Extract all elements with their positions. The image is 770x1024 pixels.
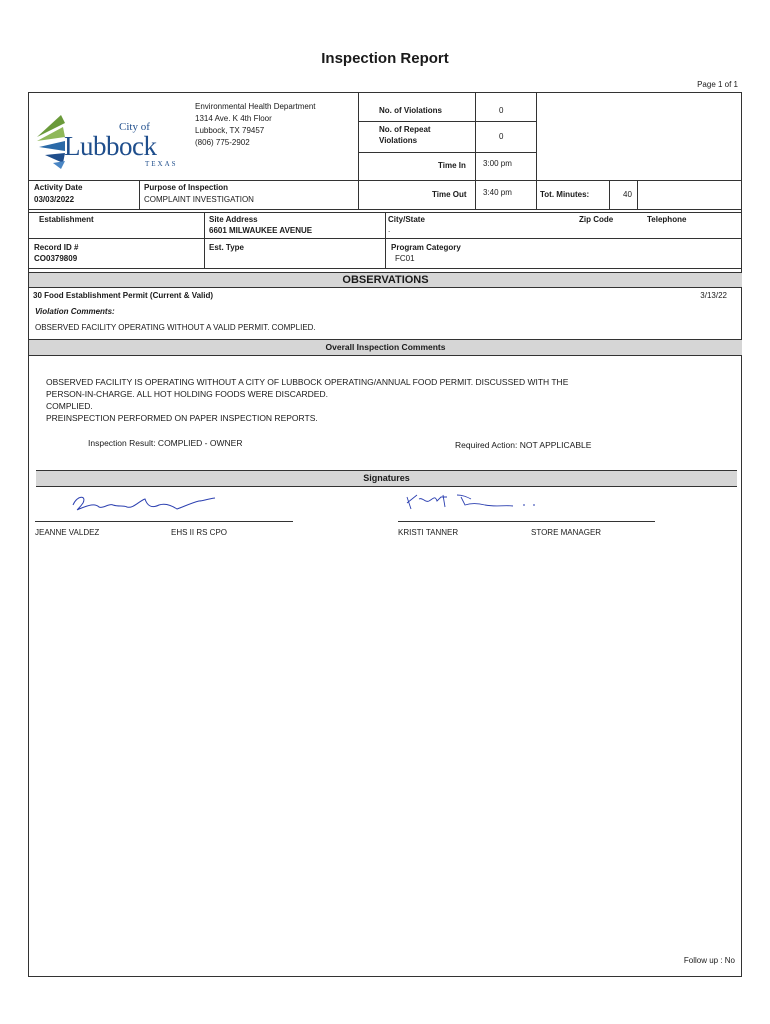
violation-comments: OBSERVED FACILITY OPERATING WITHOUT A VALID PERMIT. COMPLIED. (35, 323, 316, 332)
tot-minutes-label: Tot. Minutes: (540, 190, 590, 199)
activity-date-label: Activity Date (34, 183, 83, 192)
violations-value: 0 (499, 106, 504, 115)
logo-main-text: Lubbock (64, 131, 157, 161)
follow-up: Follow up : No (683, 956, 735, 965)
overall-comment-line1: OBSERVED FACILITY IS OPERATING WITHOUT A CITY OF LUBBOCK OPERATING/ANNUAL FOOD PERMIT. DISCUSSED WITH THE (46, 377, 569, 387)
time-out-label: Time Out (432, 190, 467, 199)
program-category-label: Program Category (391, 243, 461, 252)
program-category-value: FC01 (395, 254, 415, 263)
repeat-label-1: No. of Repeat (379, 125, 431, 134)
manager-name: KRISTI TANNER (398, 528, 459, 537)
inspector-name: JEANNE VALDEZ (35, 528, 100, 537)
establishment-label: Establishment (39, 215, 94, 224)
signatures-header: Signatures (36, 470, 737, 487)
report-frame (28, 92, 742, 977)
purpose-value: COMPLAINT INVESTIGATION (144, 195, 254, 204)
est-type-label: Est. Type (209, 243, 244, 252)
inspector-signature (65, 489, 245, 517)
tot-minutes-value: 40 (623, 190, 632, 199)
overall-comment-line2: PERSON-IN-CHARGE. ALL HOT HOLDING FOODS WERE DISCARDED. (46, 389, 328, 399)
overall-comment-line4: PREINSPECTION PERFORMED ON PAPER INSPECTION REPORTS. (46, 413, 318, 423)
inspection-result: Inspection Result: COMPLIED - OWNER (88, 438, 243, 448)
required-action: Required Action: NOT APPLICABLE (455, 440, 592, 450)
violations-label: No. of Violations (379, 106, 442, 115)
site-address-value: 6601 MILWAUKEE AVENUE (209, 226, 313, 235)
record-id-value: CO0379809 (34, 254, 78, 263)
logo-sub-text: TEXAS (145, 160, 178, 168)
zip-code-label: Zip Code (579, 215, 614, 224)
repeat-label-2: Violations (379, 136, 418, 145)
record-id-label: Record ID # (34, 243, 79, 252)
page-number: Page 1 of 1 (697, 80, 738, 89)
time-out-value: 3:40 pm (483, 188, 512, 197)
time-in-value: 3:00 pm (483, 159, 512, 168)
page-title: Inspection Report (321, 50, 449, 67)
city-logo (31, 97, 181, 177)
repeat-value: 0 (499, 132, 504, 141)
purpose-label: Purpose of Inspection (144, 183, 229, 192)
city-state-label: City/State (388, 215, 425, 224)
observations-header: OBSERVATIONS (29, 272, 742, 288)
overall-comments-header: Overall Inspection Comments (29, 339, 742, 356)
site-address-label: Site Address (209, 215, 258, 224)
city-state-value: . (388, 225, 391, 234)
overall-comment-line3: COMPLIED. (46, 401, 93, 411)
manager-signature (401, 489, 581, 513)
inspector-title: EHS II RS CPO (171, 528, 228, 537)
observation-date: 3/13/22 (700, 291, 727, 300)
manager-title: STORE MANAGER (531, 528, 602, 537)
time-in-label: Time In (438, 161, 466, 170)
telephone-label: Telephone (647, 215, 687, 224)
dept-line1: Environmental Health Department (195, 102, 316, 111)
observation-item: 30 Food Establishment Permit (Current & Valid) (33, 291, 214, 300)
dept-line3: Lubbock, TX 79457 (195, 126, 265, 135)
dept-line2: 1314 Ave. K 4th Floor (195, 114, 272, 123)
dept-line4: (806) 775-2902 (195, 138, 250, 147)
violation-comments-label: Violation Comments: (35, 307, 115, 316)
activity-date-value: 03/03/2022 (34, 195, 75, 204)
logo-top-text: City of (119, 121, 150, 133)
